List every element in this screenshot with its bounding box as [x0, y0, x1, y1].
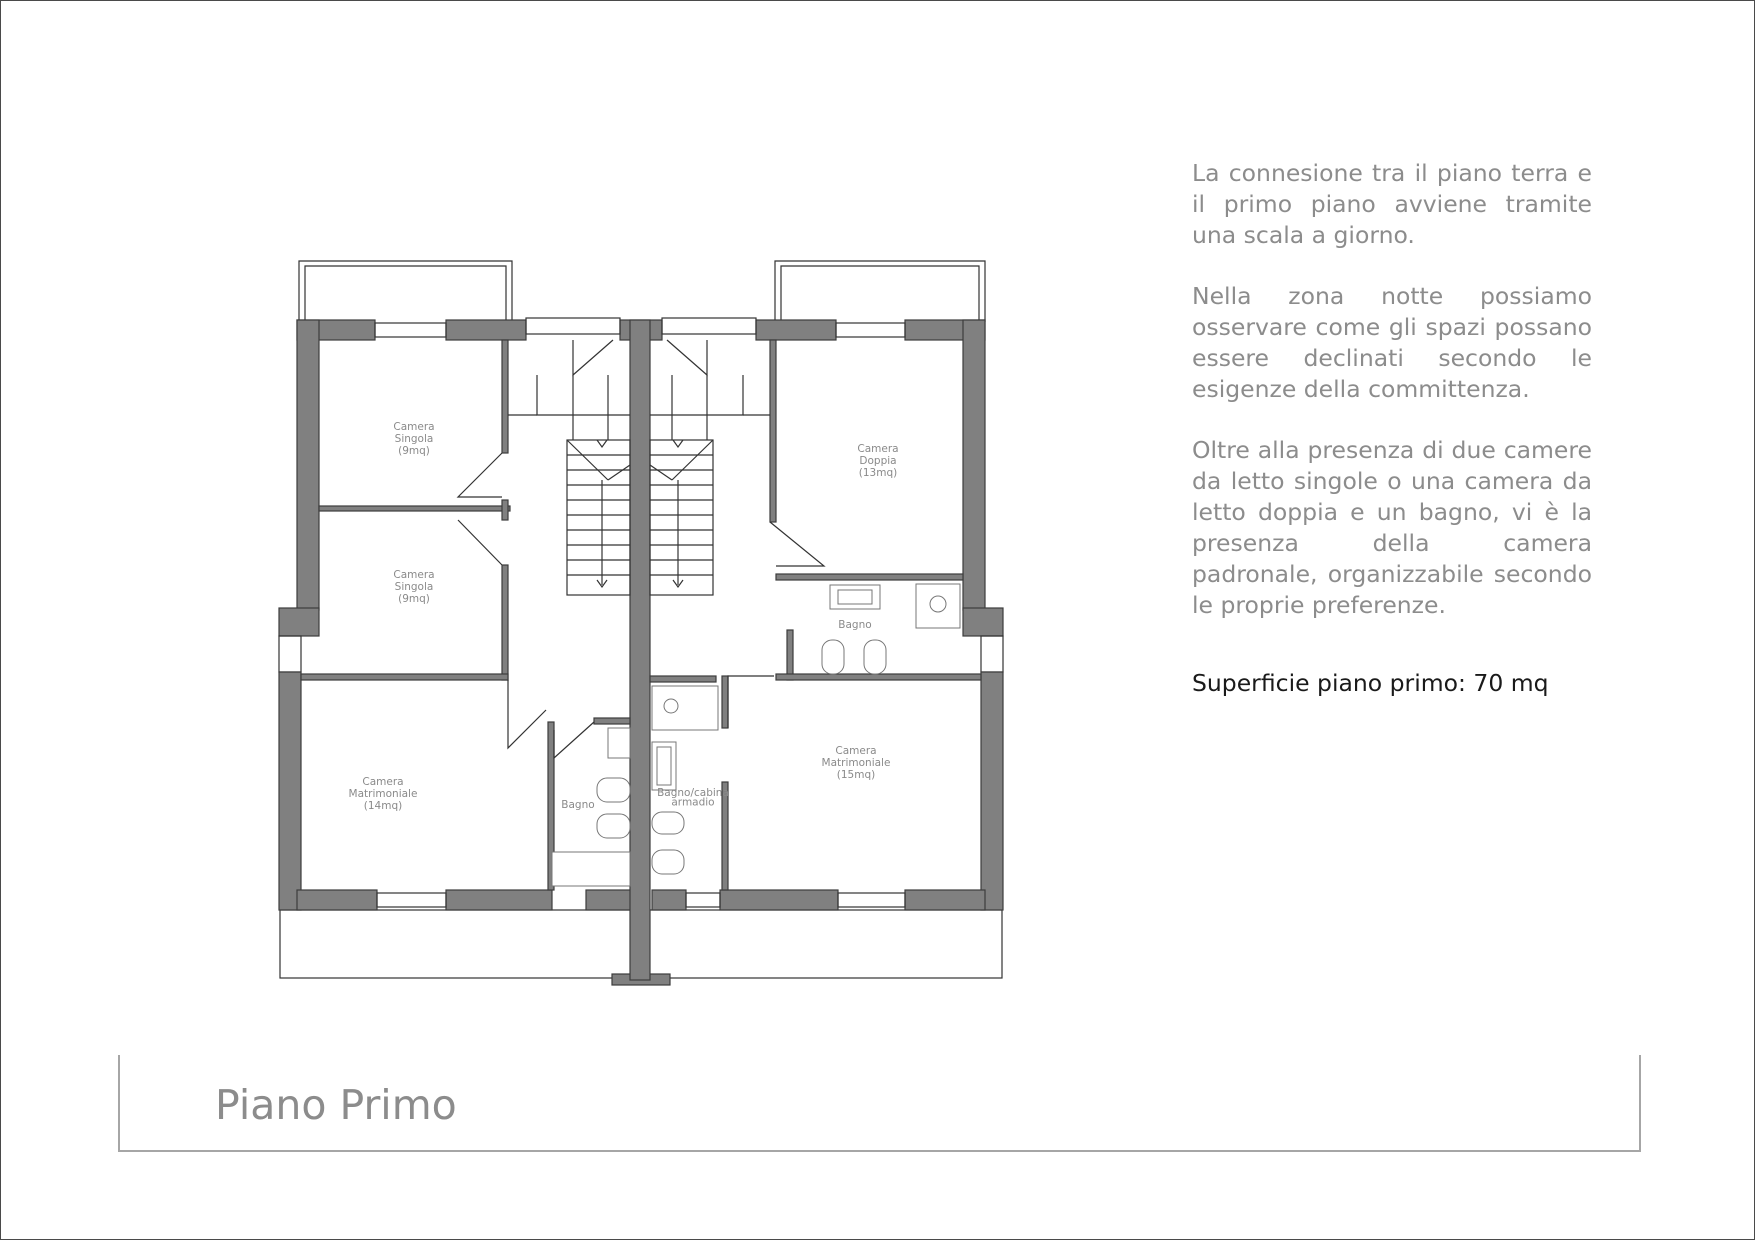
- room-label-line: (9mq): [398, 445, 430, 457]
- room-label-line: Camera: [393, 569, 435, 581]
- room-label: [393, 421, 434, 457]
- stair-right: [650, 340, 770, 595]
- surface-area: Superficie piano primo: 70 mq: [1192, 669, 1549, 697]
- room-label-line: Camera: [393, 421, 435, 433]
- room-label-line: (14mq): [363, 800, 403, 812]
- description: [1192, 158, 1592, 651]
- room-label-line: (15mq): [836, 769, 876, 781]
- room-label-line: Singola: [394, 581, 434, 593]
- room-label-line: Singola: [394, 433, 434, 445]
- room-label: [561, 799, 594, 811]
- room-label: [349, 776, 418, 812]
- room-label: [393, 569, 434, 605]
- room-label-line: armadio: [671, 796, 715, 809]
- walkin-fixtures: [652, 686, 718, 874]
- room-label-line: Matrimoniale: [348, 788, 418, 800]
- description-paragraph: Nella zona notte possiamo osservare come gli spazi possano essere declinati secondo le esigenze della committenza.: [1192, 282, 1592, 403]
- exterior-walls: [279, 318, 1003, 980]
- room-label: [838, 619, 871, 631]
- room-label-line: Matrimoniale: [821, 757, 891, 769]
- room-label-line: Camera: [362, 776, 404, 788]
- page-title: Piano Primo: [215, 1081, 457, 1130]
- room-label: [657, 787, 729, 809]
- room-label-line: (13mq): [858, 467, 898, 479]
- description-paragraph: Oltre alla presenza di due camere da letto singole o una camera da letto doppia e un bagno, vi è la presenza della camera padronale, organizzabile secondo le proprie preferenze.: [1192, 436, 1592, 619]
- balconies-top: [299, 261, 985, 322]
- room-label: [857, 443, 898, 479]
- room-label-line: Bagno/cabina: [657, 787, 729, 799]
- room-label-line: Camera: [857, 443, 899, 455]
- stair-left: [508, 340, 630, 595]
- room-label-line: Camera: [835, 745, 877, 757]
- room-label: [822, 745, 891, 781]
- description-paragraph: La connesione tra il piano terra e il primo piano avviene tramite una scala a giorno.: [1192, 159, 1592, 249]
- room-label-line: Bagno: [838, 619, 872, 631]
- room-label-line: Bagno: [561, 799, 595, 811]
- room-label-line: Doppia: [859, 455, 897, 467]
- room-label-line: (9mq): [398, 593, 430, 605]
